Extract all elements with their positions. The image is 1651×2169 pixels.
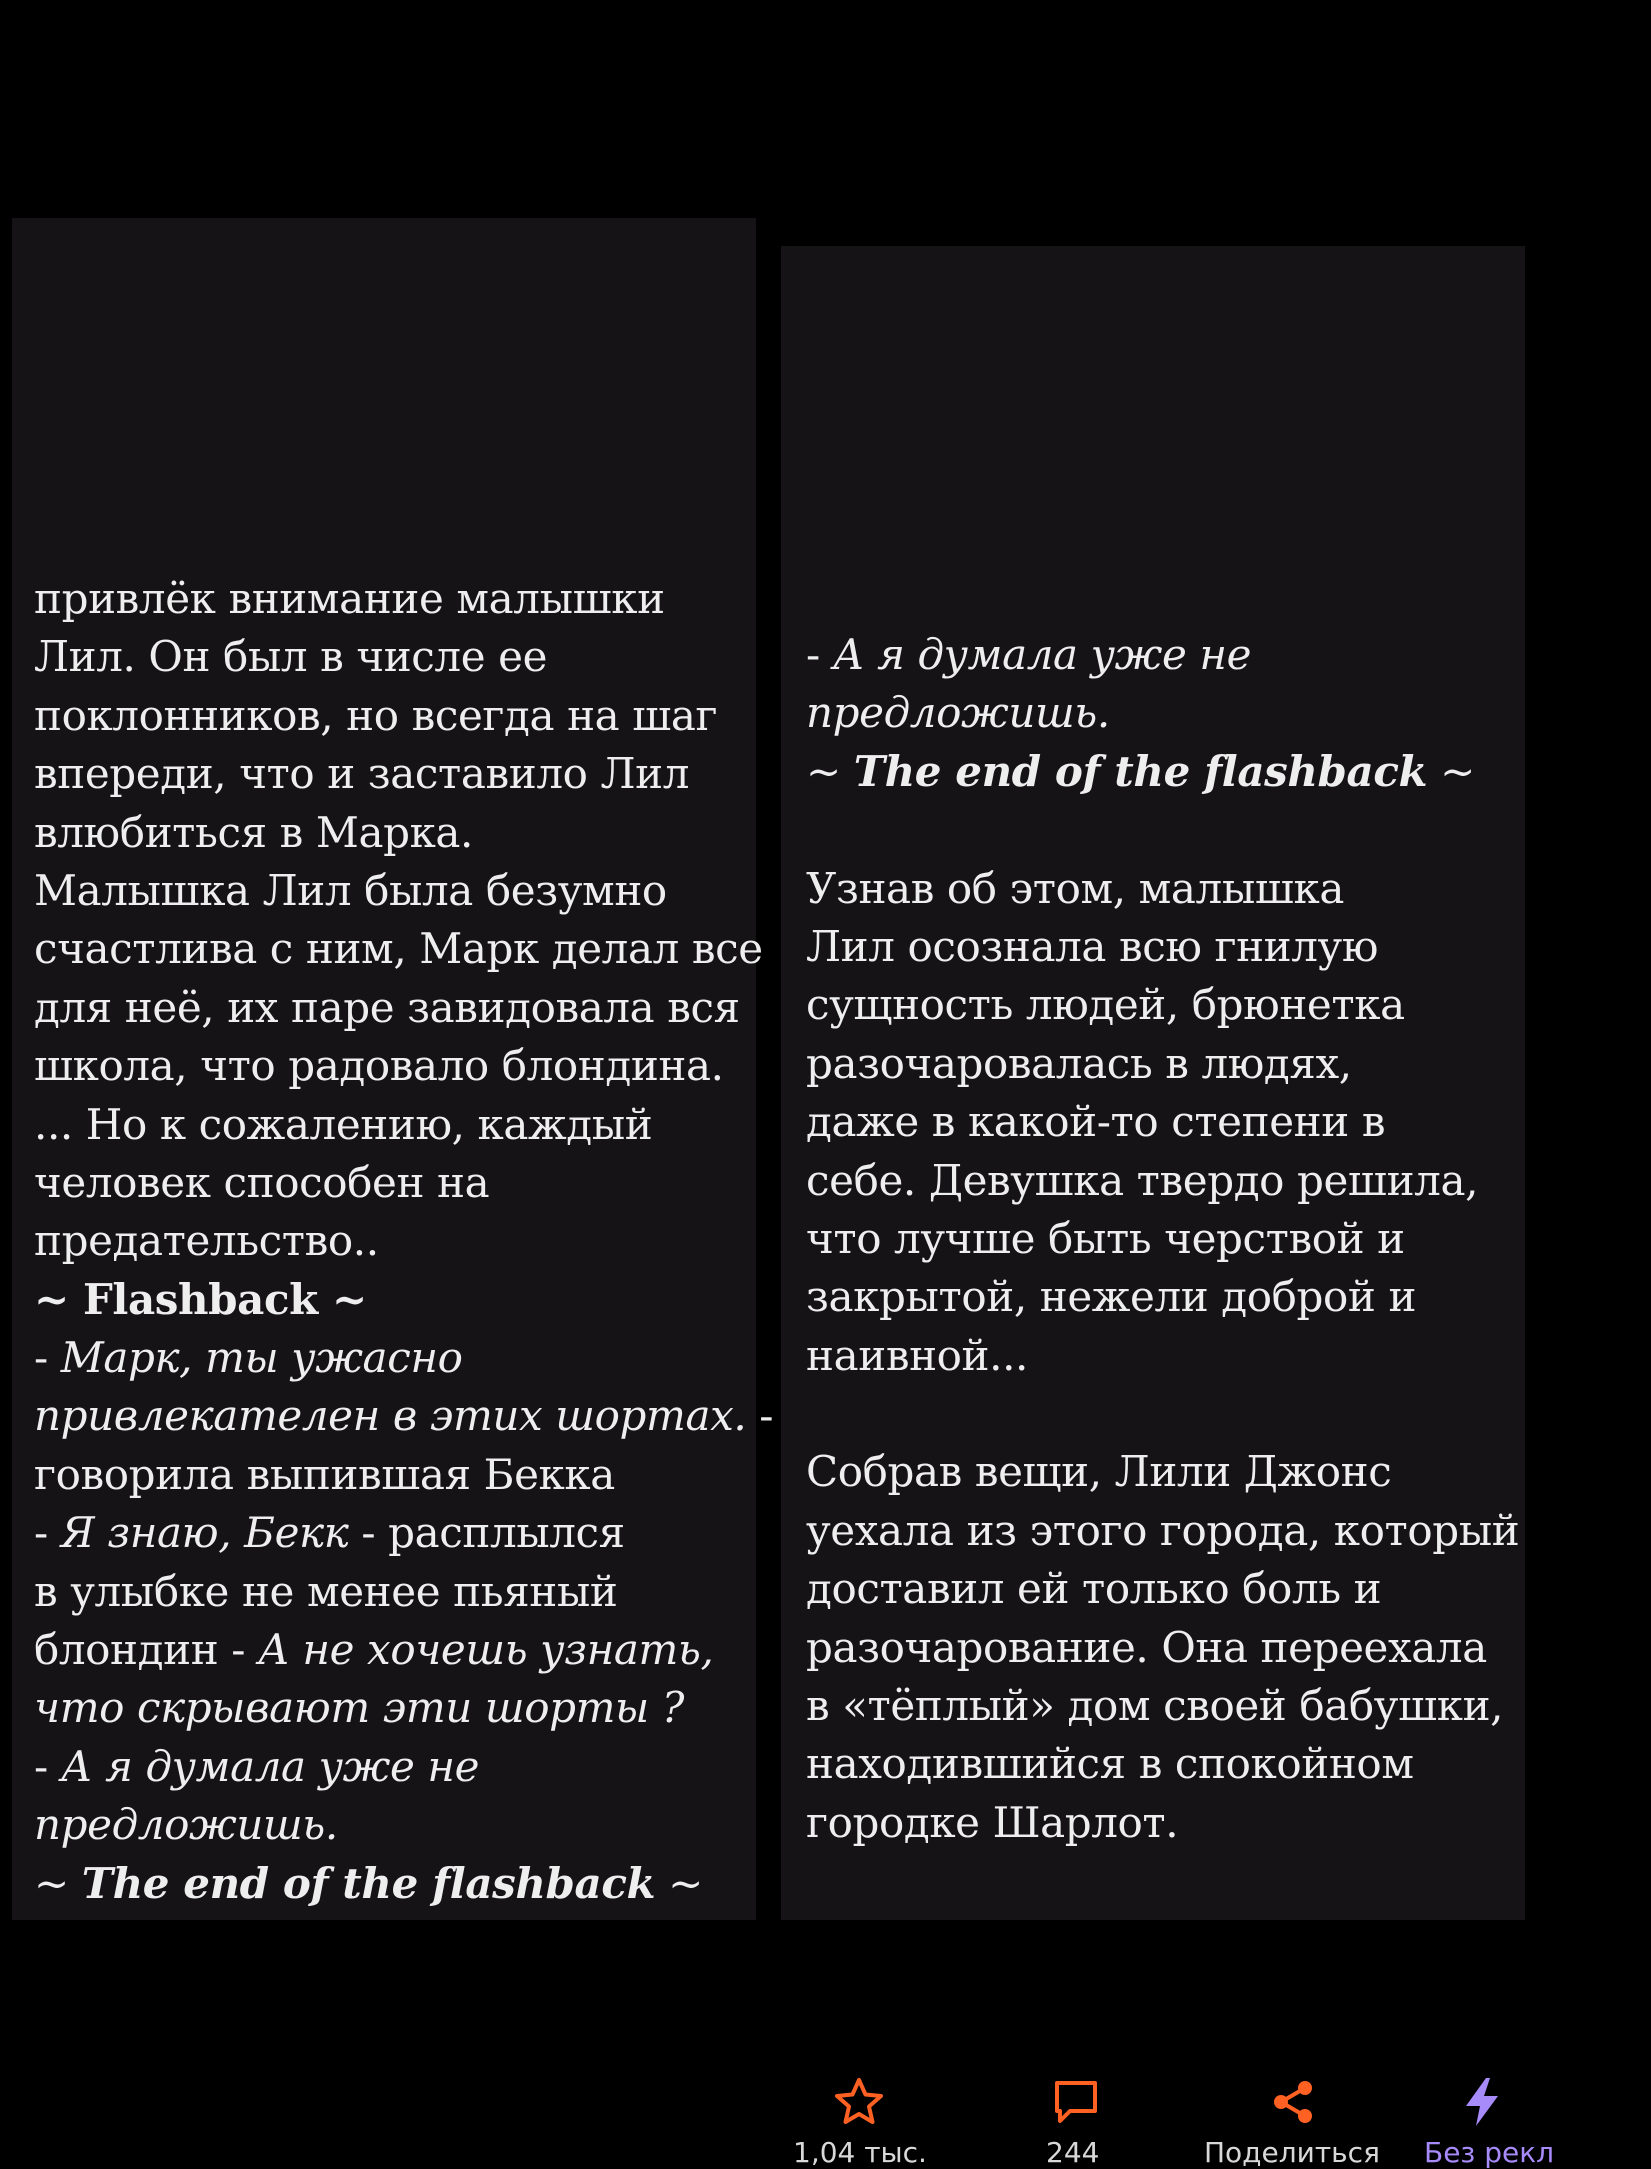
text-segment: предательство.. — [34, 1216, 379, 1266]
text-segment: The end of the flashback — [81, 1858, 656, 1908]
story-line — [34, 1212, 773, 1270]
story-line — [806, 1619, 1519, 1677]
text-segment: человек способен на — [34, 1157, 490, 1207]
text-segment: разочаровалась в людях, — [806, 1038, 1352, 1088]
story-line — [806, 1560, 1519, 1618]
story-line — [34, 1679, 773, 1737]
text-segment: ~ — [34, 1858, 82, 1908]
story-line — [34, 1271, 773, 1329]
story-line — [34, 1154, 773, 1212]
story-page-right — [781, 246, 1555, 2169]
story-line — [806, 976, 1519, 1034]
text-segment: - — [34, 1508, 61, 1558]
story-line — [34, 804, 773, 862]
text-segment: закрытой, нежели доброй и — [806, 1272, 1417, 1322]
story-line — [806, 1794, 1519, 1852]
story-text-left — [34, 570, 773, 1913]
text-segment: поклонников, но всегда на шаг — [34, 690, 718, 740]
story-line — [806, 743, 1519, 801]
star-icon — [831, 2074, 887, 2130]
story-line — [806, 1210, 1519, 1268]
story-line — [806, 1677, 1519, 1735]
text-segment: Лил осознала всю гнилую — [806, 921, 1379, 971]
share-button[interactable] — [1204, 2066, 1431, 2169]
share-label: Поделиться — [1204, 2136, 1380, 2169]
text-segment: уехала из этого города, который — [806, 1505, 1520, 1555]
story-line — [806, 1268, 1519, 1326]
text-segment: - — [746, 1391, 774, 1441]
story-line — [806, 626, 1519, 684]
story-line — [34, 920, 773, 978]
comments-count: 244 — [1046, 2136, 1100, 2169]
story-line — [34, 1738, 773, 1796]
story-page-left — [12, 218, 774, 1920]
story-line — [34, 1329, 773, 1387]
story-line — [34, 862, 773, 920]
text-segment: школа, что радовало блондина. — [34, 1041, 724, 1091]
text-segment: счастлива с ним, Марк делал все — [34, 924, 763, 974]
text-segment: ~ — [655, 1858, 703, 1908]
text-segment: - — [34, 1741, 61, 1791]
story-line — [806, 1735, 1519, 1793]
text-segment: Малышка Лил была безумно — [34, 865, 667, 915]
text-segment: наивной... — [806, 1330, 1028, 1380]
text-segment: в «тёплый» дом своей бабушки, — [806, 1681, 1504, 1731]
text-segment: - расплылся — [348, 1508, 625, 1558]
text-segment: Узнав об этом, малышка — [806, 863, 1344, 913]
text-segment: А я думала уже не — [60, 1741, 480, 1791]
paragraph-gap — [806, 1385, 1519, 1443]
text-segment: А не хочешь узнать, — [258, 1625, 714, 1675]
text-segment: что лучше быть черствой и — [806, 1213, 1405, 1263]
comments-button[interactable] — [1031, 2066, 1211, 2169]
story-line — [806, 684, 1519, 742]
text-segment: даже в какой-то степени в — [806, 1097, 1386, 1147]
text-segment: привлекателен в этих шортах. — [34, 1391, 747, 1441]
story-line — [34, 1563, 773, 1621]
text-segment: предложишь. — [34, 1800, 338, 1850]
vote-count: 1,04 тыс. — [793, 2136, 927, 2169]
text-segment: Собрав вещи, Лили Джонс — [806, 1447, 1392, 1497]
text-segment: Я знаю, Бекк — [60, 1508, 349, 1558]
text-segment: в улыбке не менее пьяный — [34, 1566, 618, 1616]
text-segment: привлёк внимание малышки — [34, 574, 665, 623]
story-line — [34, 745, 773, 803]
ad-free-label: Без рекл — [1424, 2136, 1555, 2169]
text-segment: предложишь. — [806, 688, 1110, 738]
text-segment: впереди, что и заставило Лил — [34, 749, 689, 799]
text-segment: говорила выпившая Бекка — [34, 1449, 615, 1499]
story-line — [806, 918, 1519, 976]
story-line — [34, 1504, 773, 1562]
story-action-bar — [781, 2066, 1555, 2169]
story-line — [34, 979, 773, 1037]
text-segment: ~ — [1427, 746, 1475, 796]
text-segment: The end of the flashback — [853, 746, 1428, 796]
story-line — [34, 687, 773, 745]
text-segment: влюбиться в Марка. — [34, 807, 474, 857]
paragraph-gap — [806, 801, 1519, 859]
story-line — [806, 1327, 1519, 1385]
story-line — [806, 1035, 1519, 1093]
text-segment: разочарование. Она переехала — [806, 1622, 1487, 1672]
story-line — [806, 1443, 1519, 1501]
text-segment: блондин - — [34, 1625, 258, 1675]
story-line — [34, 1446, 773, 1504]
story-line — [34, 1621, 773, 1679]
share-icon — [1265, 2074, 1321, 2130]
text-segment: что скрывают эти шорты ? — [34, 1683, 684, 1733]
story-text-right — [806, 626, 1519, 1852]
text-segment: для неё, их паре завидовала вся — [34, 982, 740, 1032]
text-segment: А я думала уже не — [832, 630, 1252, 679]
text-segment: находившийся в спокойном — [806, 1739, 1414, 1789]
text-segment: - — [806, 630, 833, 679]
text-segment: доставил ей только боль и — [806, 1564, 1382, 1614]
story-line — [34, 1855, 773, 1913]
lightning-icon — [1454, 2074, 1510, 2130]
story-line — [806, 1502, 1519, 1560]
story-line — [34, 1096, 773, 1154]
comment-bubble-icon — [1048, 2074, 1104, 2130]
text-segment: городке Шарлот. — [806, 1797, 1179, 1847]
story-line — [806, 1152, 1519, 1210]
text-segment: ... Но к сожалению, каждый — [34, 1099, 653, 1149]
story-line — [34, 1037, 773, 1095]
text-segment: ~ Flashback ~ — [34, 1274, 367, 1324]
text-segment: Марк, ты ужасно — [60, 1333, 463, 1383]
text-segment: - — [34, 1333, 61, 1383]
text-segment: себе. Девушка твердо решила, — [806, 1155, 1479, 1205]
text-segment: ~ — [806, 746, 854, 796]
story-line — [34, 628, 773, 686]
story-line — [34, 1387, 773, 1445]
vote-button[interactable] — [781, 2066, 961, 2169]
story-line — [34, 570, 773, 628]
ad-free-button[interactable] — [1424, 2066, 1651, 2169]
story-line — [806, 1093, 1519, 1151]
text-segment: Лил. Он был в числе ее — [34, 632, 548, 682]
story-line — [806, 860, 1519, 918]
story-line — [34, 1796, 773, 1854]
text-segment: сущность людей, брюнетка — [806, 980, 1405, 1030]
